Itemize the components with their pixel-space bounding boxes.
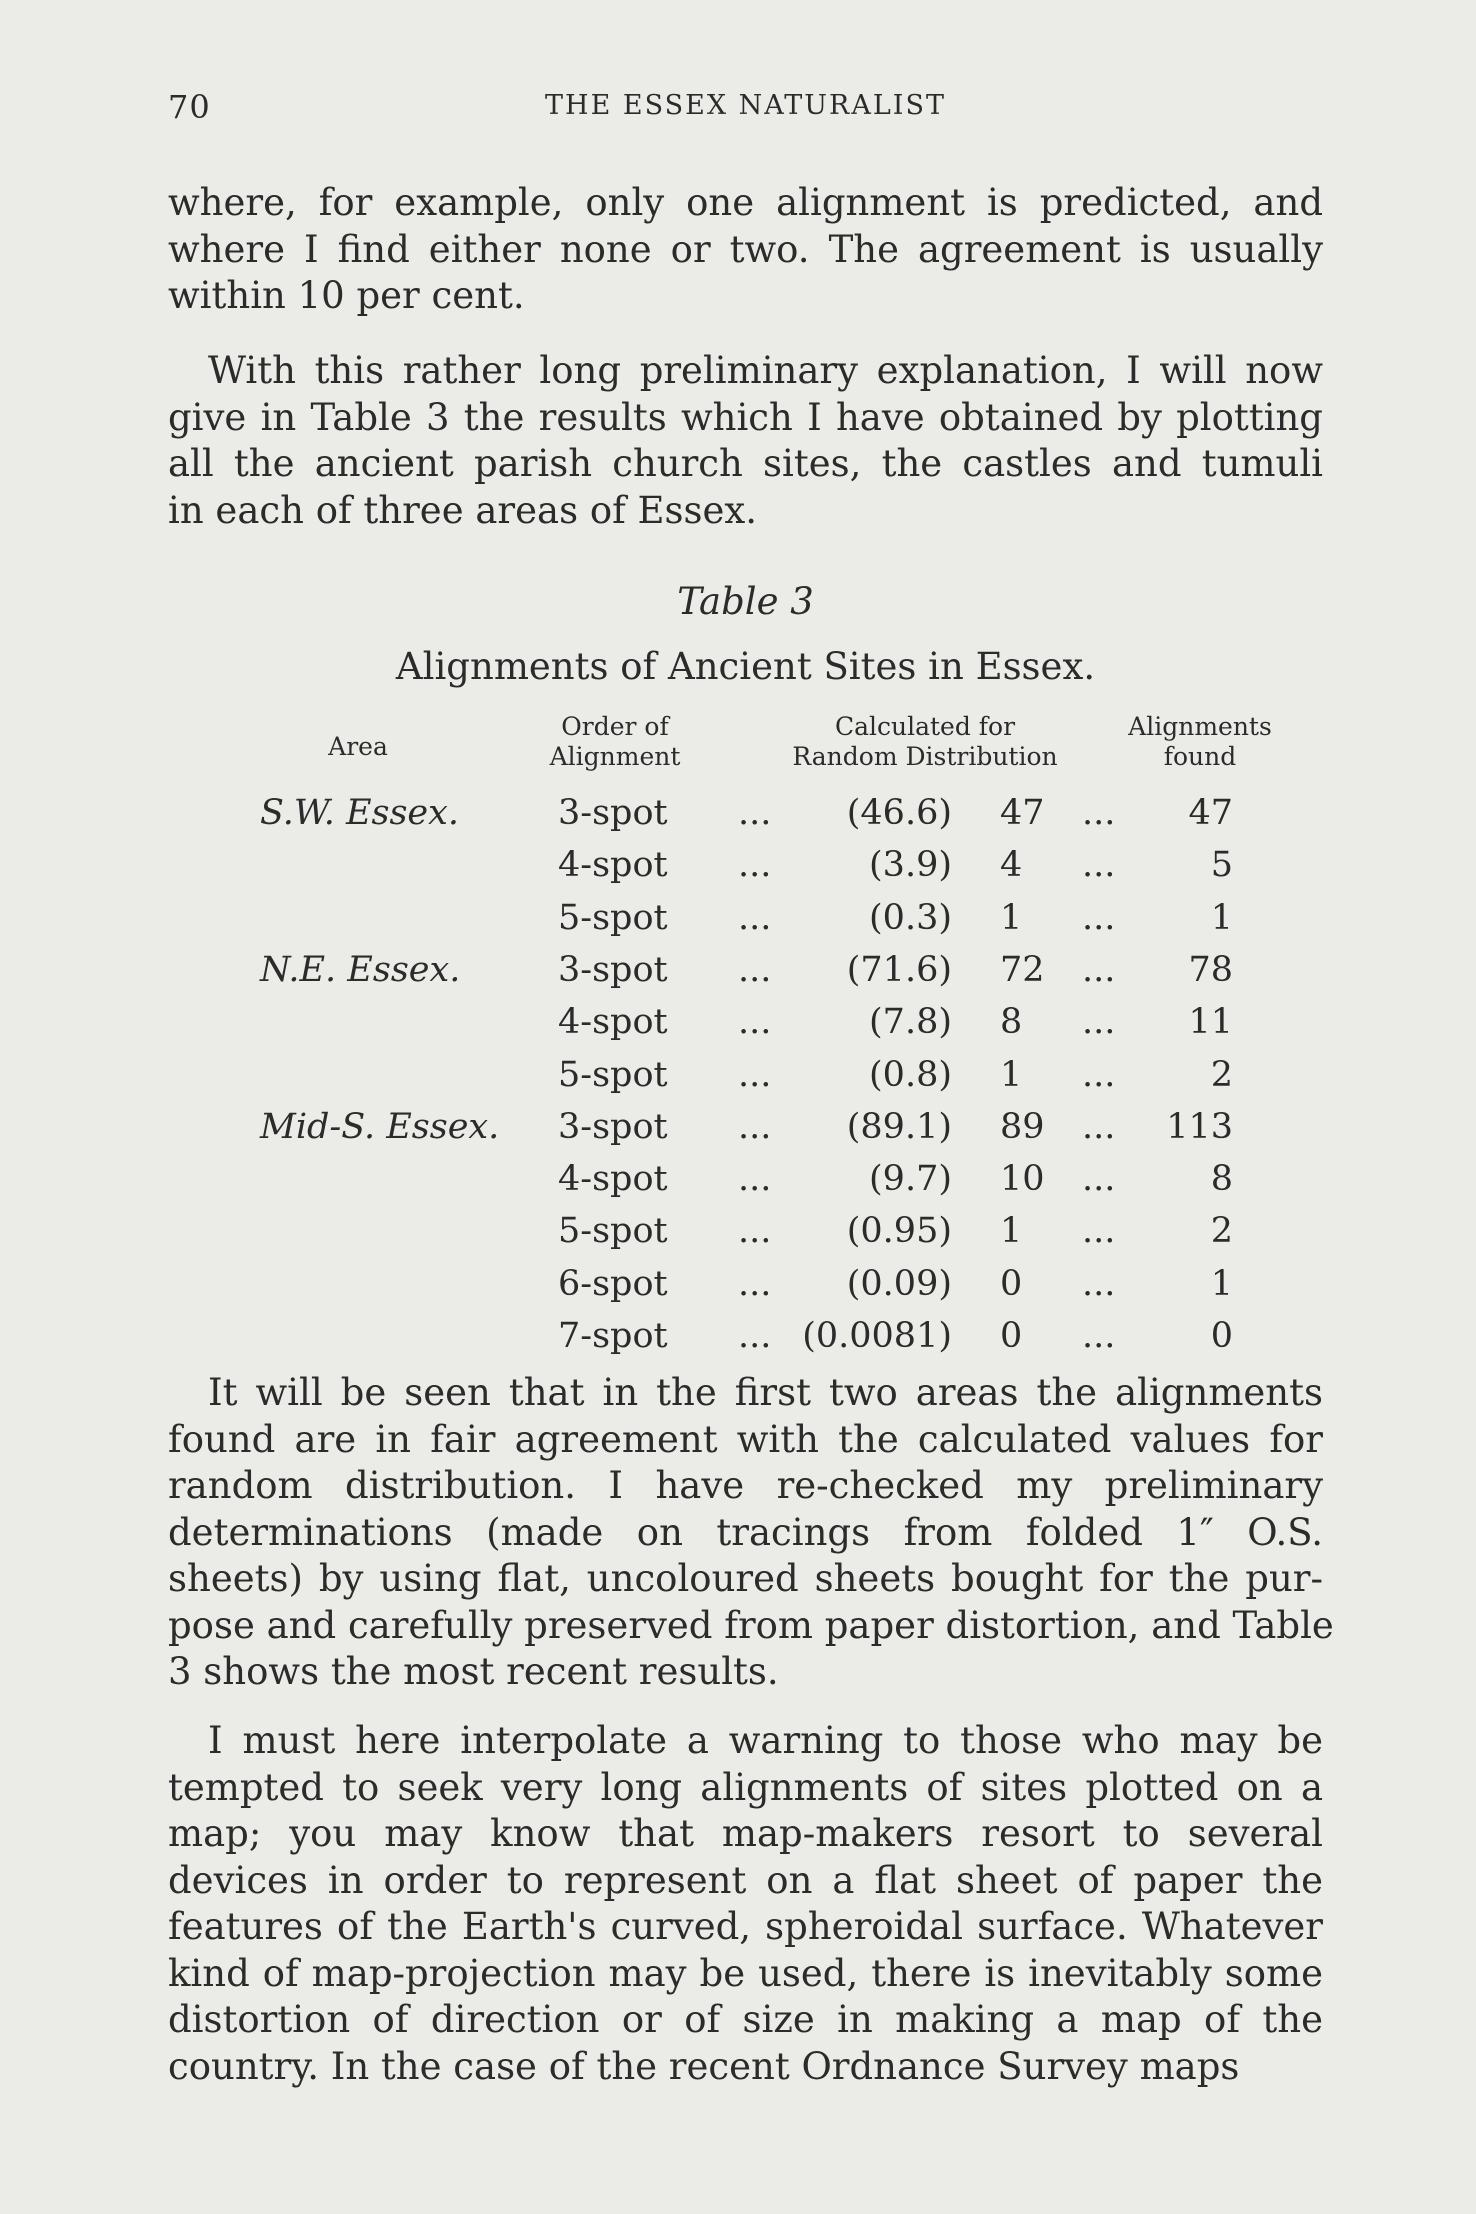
paragraph-line: kind of map-projection may be used, there is inevitably some [168, 1951, 1323, 1995]
table-cell-leader: ... [1082, 793, 1116, 833]
paragraph-line: in each of three areas of Essex. [168, 488, 758, 532]
table-cell-found: 2 [1210, 1054, 1233, 1095]
table-row [0, 1316, 1476, 1368]
column-header-line: found [1163, 742, 1237, 771]
table-cell-found: 0 [1210, 1316, 1233, 1356]
paragraph-line: within 10 per cent. [168, 274, 525, 317]
table-cell-estimate: (71.6) [846, 949, 952, 990]
table-cell-leader: ... [1082, 1002, 1116, 1043]
paragraph-line: features of the Earth's curved, spheroidal surface. Whatever [168, 1905, 1323, 1948]
table-cell-estimate: (0.09) [846, 1263, 952, 1304]
table-cell-leader: ... [738, 1159, 772, 1200]
table-cell-leader: ... [1082, 949, 1116, 990]
table-cell-order: 4-spot [558, 845, 668, 886]
table-title: Alignments of Ancient Sites in Essex. [395, 645, 1096, 688]
table-row [0, 793, 1476, 845]
table-cell-order: 7-spot [558, 1316, 668, 1356]
table-cell-estimate: (0.95) [846, 1211, 952, 1252]
table-cell-calculated: 0 [1000, 1316, 1023, 1356]
column-header-found [1100, 712, 1300, 772]
paragraph-line: found are in fair agreement with the calculated values for [168, 1417, 1323, 1461]
paragraph-line: With this rather long preliminary explanation, I will now [208, 349, 1323, 392]
table-cell-area: N.E. Essex. [260, 949, 461, 990]
table-cell-leader: ... [738, 793, 772, 833]
table-cell-estimate: (3.9) [869, 845, 952, 886]
running-head [168, 88, 1323, 128]
table-cell-estimate: (0.8) [869, 1054, 952, 1095]
table-cell-calculated: 1 [1000, 897, 1023, 938]
paragraph-line: where, for example, only one alignment is predicted, and [168, 181, 1323, 224]
table-cell-calculated: 0 [1000, 1263, 1023, 1304]
table-cell-order: 3-spot [558, 793, 668, 833]
table-cell-leader: ... [1082, 1263, 1116, 1304]
table-cell-leader: ... [1082, 1054, 1116, 1095]
paragraph-4 [168, 1718, 1323, 2090]
column-header-line: Calculated for [834, 712, 1016, 741]
table-row [0, 1002, 1476, 1054]
table-cell-leader: ... [1082, 1316, 1116, 1356]
paragraph-2 [168, 348, 1323, 534]
paragraph-line: distortion of direction or of size in making a map of the [168, 1998, 1323, 2041]
paragraph-line: sheets) by using flat, uncoloured sheets bought for the pur- [168, 1557, 1323, 1600]
page-number: 70 [168, 88, 211, 126]
table-cell-estimate: (9.7) [869, 1159, 952, 1200]
table-cell-area: S.W. Essex. [260, 793, 460, 833]
table-cell-leader: ... [1082, 897, 1116, 938]
table-cell-leader: ... [738, 1054, 772, 1095]
paragraph-line: I must here interpolate a warning to those who may be [208, 1719, 1323, 1762]
table-row [0, 1211, 1476, 1263]
table-cell-found: 2 [1210, 1211, 1233, 1252]
table-cell-calculated: 89 [1000, 1106, 1045, 1147]
paragraph-line: where I find either none or two. The agreement is usually [168, 227, 1323, 271]
table-cell-leader: ... [738, 949, 772, 990]
table-cell-order: 5-spot [558, 1211, 668, 1252]
table-row [0, 1159, 1476, 1211]
paragraph-line: all the ancient parish church sites, the castles and tumuli [168, 442, 1323, 485]
table-cell-calculated: 47 [1000, 793, 1045, 833]
table-cell-order: 3-spot [558, 949, 668, 990]
table-row [0, 950, 1476, 1002]
table-cell-estimate: (46.6) [846, 793, 952, 833]
table-cell-leader: ... [738, 1211, 772, 1252]
paragraph-line: country. In the case of the recent Ordnance Survey maps [168, 2044, 1240, 2088]
table-cell-order: 5-spot [558, 1054, 668, 1095]
table-row [0, 1107, 1476, 1159]
table-cell-found: 113 [1166, 1106, 1233, 1147]
table-cell-found: 5 [1210, 845, 1233, 886]
table-cell-leader: ... [738, 897, 772, 938]
table-row [0, 1264, 1476, 1316]
table-cell-calculated: 72 [1000, 949, 1045, 990]
table-cell-order: 3-spot [558, 1106, 668, 1147]
column-header-calculated [745, 712, 1105, 772]
table-cell-leader: ... [738, 1106, 772, 1147]
table-caption: Table 3 [677, 580, 814, 623]
paragraph-line: devices in order to represent on a flat sheet of paper the [168, 1858, 1323, 1902]
table-cell-order: 4-spot [558, 1159, 668, 1200]
paragraph-line: map; you may know that map-makers resort to several [168, 1812, 1323, 1855]
table-cell-calculated: 1 [1000, 1054, 1023, 1095]
table-row [0, 1055, 1476, 1107]
table-cell-estimate: (0.3) [869, 897, 952, 938]
table-cell-leader: ... [1082, 1106, 1116, 1147]
table-cell-estimate: (0.0081) [802, 1316, 952, 1356]
table-cell-calculated: 1 [1000, 1211, 1023, 1252]
table-cell-found: 11 [1188, 1002, 1233, 1043]
table-cell-leader: ... [738, 1263, 772, 1304]
table-cell-calculated: 4 [1000, 845, 1023, 886]
table-row [0, 898, 1476, 950]
table-cell-order: 5-spot [558, 897, 668, 938]
column-header-order [525, 712, 705, 772]
table-cell-calculated: 10 [1000, 1159, 1045, 1200]
table-cell-order: 4-spot [558, 1002, 668, 1043]
paragraph-line: It will be seen that in the first two areas the alignments [208, 1371, 1323, 1414]
table-cell-leader: ... [738, 1316, 772, 1356]
table-cell-found: 47 [1188, 793, 1233, 833]
column-header-area: Area [328, 732, 388, 761]
paragraph-line: random distribution. I have re-checked my preliminary [168, 1464, 1323, 1507]
column-header-line: Order of [561, 712, 669, 741]
table-cell-leader: ... [738, 1002, 772, 1043]
table-cell-order: 6-spot [558, 1263, 668, 1304]
table-row [0, 845, 1476, 897]
column-header-line: Random Distribution [792, 742, 1058, 771]
column-header-line: Alignments [1128, 712, 1272, 741]
table-cell-found: 8 [1210, 1159, 1233, 1200]
table-cell-area: Mid-S. Essex. [260, 1106, 500, 1147]
paragraph-1 [168, 180, 1323, 320]
table-cell-calculated: 8 [1000, 1002, 1023, 1043]
table-cell-leader: ... [738, 845, 772, 886]
paragraph-line: pose and carefully preserved from paper distortion, and Table [168, 1603, 1334, 1647]
table-cell-found: 78 [1188, 949, 1233, 990]
paragraph-line: tempted to seek very long alignments of sites plotted on a [168, 1765, 1323, 1809]
paragraph-line: determinations (made on tracings from folded 1″ O.S. [168, 1510, 1323, 1554]
paragraph-line: 3 shows the most recent results. [168, 1650, 779, 1693]
running-title: THE ESSEX NATURALIST [545, 90, 946, 121]
table-cell-estimate: (7.8) [869, 1002, 952, 1043]
table-cell-found: 1 [1210, 897, 1233, 938]
table-cell-leader: ... [1082, 1211, 1116, 1252]
paragraph-3 [168, 1370, 1334, 1696]
table-cell-leader: ... [1082, 1159, 1116, 1200]
table-cell-found: 1 [1210, 1263, 1233, 1304]
column-header-line: Alignment [549, 742, 681, 771]
paragraph-line: give in Table 3 the results which I have obtained by plotting [168, 395, 1323, 439]
table-cell-estimate: (89.1) [846, 1106, 952, 1147]
table-cell-leader: ... [1082, 845, 1116, 886]
